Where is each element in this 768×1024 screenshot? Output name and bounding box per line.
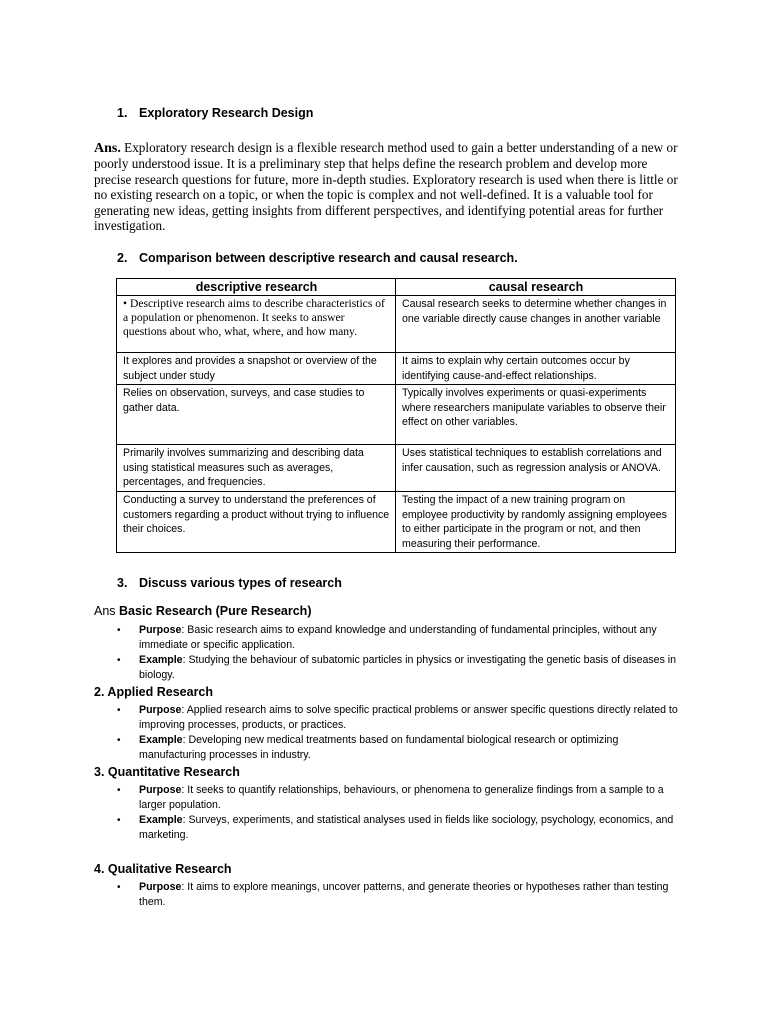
bullet-icon: • [117,705,121,716]
table-cell-descriptive: Conducting a survey to understand the preferences of customers regarding a product without trying to influence their choices. [117,491,396,552]
type-applied-title: 2. Applied Research [94,685,214,699]
bullet-text: : Applied research aims to solve specific practical problems or answer specific questions directly related to improving processes, products, or practices. [139,704,678,731]
type-basic-bullets [116,623,678,683]
table-cell-descriptive: It explores and provides a snapshot or overview of the subject under study [117,353,396,385]
table-header-row [117,279,676,296]
table-row [117,385,676,445]
bullet-label: Purpose [139,784,182,796]
list-item [116,653,678,683]
bullet-icon: • [117,625,121,636]
table-cell-causal: Uses statistical techniques to establish correlations and infer causation, such as regression analysis or ANOVA. [396,445,676,492]
table-row [117,491,676,552]
section-3-title: Discuss various types of research [139,576,342,590]
type-basic-heading [94,604,311,618]
type-quantitative-title: 3. Quantitative Research [94,765,240,779]
type-qualitative-bullets [116,880,678,910]
bullet-text: : Surveys, experiments, and statistical analyses used in fields like sociology, psychology, economics, and marketing. [139,814,674,841]
bullet-label: Purpose [139,624,182,636]
list-item [116,623,678,653]
bullet-text: : Developing new medical treatments based on fundamental biological research or optimizing manufacturing processes in industry. [139,734,619,761]
bullet-icon: • [117,815,121,826]
bullet-label: Example [139,734,183,746]
type-qualitative-heading [94,862,232,876]
list-item [116,813,678,843]
list-item [116,880,678,910]
bullet-icon: • [117,735,121,746]
type-quantitative-bullets [116,783,678,843]
table-cell-causal: Typically involves experiments or quasi-experiments where researchers manipulate variables to observe their effect on other variables. [396,385,676,445]
bullet-label: Purpose [139,704,182,716]
bullet-icon: • [117,785,121,796]
section-3-number: 3. [117,576,128,590]
answer-label: Ans. [94,141,121,156]
header-descriptive: descriptive research [117,279,396,296]
comparison-table [116,278,676,553]
section-1-heading [117,106,313,120]
table-row [117,296,676,353]
header-causal: causal research [396,279,676,296]
table-row [117,445,676,492]
type-applied-bullets [116,703,678,763]
bullet-text: : It seeks to quantify relationships, behaviours, or phenomena to generalize findings from a sample to a larger population. [139,784,664,811]
section-2-number: 2. [117,251,128,265]
bullet-icon: • [117,882,121,893]
section-2-heading [117,251,518,265]
bullet-label: Purpose [139,881,182,893]
type-qualitative-title: 4. Qualitative Research [94,862,232,876]
ans-prefix: Ans [94,604,120,618]
section-3-heading [117,576,342,590]
list-item [116,783,678,813]
section-1-answer [94,140,678,233]
bullet-text: : It aims to explore meanings, uncover patterns, and generate theories or hypotheses rather than testing them. [139,881,669,908]
section-1-title: Exploratory Research Design [139,106,314,120]
section-1-number: 1. [117,106,128,120]
type-applied-heading [94,685,213,699]
table-cell-descriptive: Relies on observation, surveys, and case studies to gather data. [117,385,396,445]
table-row [117,353,676,385]
type-quantitative-heading [94,765,240,779]
table-cell-causal: Causal research seeks to determine whether changes in one variable directly cause changes in another variable [396,296,676,353]
bullet-icon: • [117,655,121,666]
bullet-label: Example [139,814,183,826]
answer-text: Exploratory research design is a flexible research method used to gain a better understanding of a new or poorly understood issue. It is a preliminary step that helps define the research problem and develop more precise research questions for future, more in-depth studies. Exploratory research is used when there is little or no existing research on a topic, or when the topic is complex and not well-defined. It is a valuable tool for generating new ideas, getting insights from different perspectives, and identifying potential areas for further investigation. [94,140,678,234]
section-2-title: Comparison between descriptive research and causal research. [139,251,518,265]
bullet-label: Example [139,654,183,666]
list-item [116,703,678,733]
bullet-text: : Basic research aims to expand knowledge and understanding of fundamental principles, without any immediate or specific application. [139,624,657,651]
bullet-text: : Studying the behaviour of subatomic particles in physics or investigating the genetic basis of diseases in biology. [139,654,677,681]
table-cell-descriptive: Primarily involves summarizing and describing data using statistical measures such as averages, percentages, and frequencies. [117,445,396,492]
list-item [116,733,678,763]
table-cell-causal: Testing the impact of a new training program on employee productivity by randomly assigning employees to either participate in the program or not, and then measuring their performance. [396,491,676,552]
table-cell-descriptive: • Descriptive research aims to describe characteristics of a population or phenomenon. It seeks to answer questions about who, what, where, and how many. [117,296,396,353]
type-basic-title: Basic Research (Pure Research) [119,604,312,618]
table-cell-causal: It aims to explain why certain outcomes occur by identifying cause-and-effect relationships. [396,353,676,385]
